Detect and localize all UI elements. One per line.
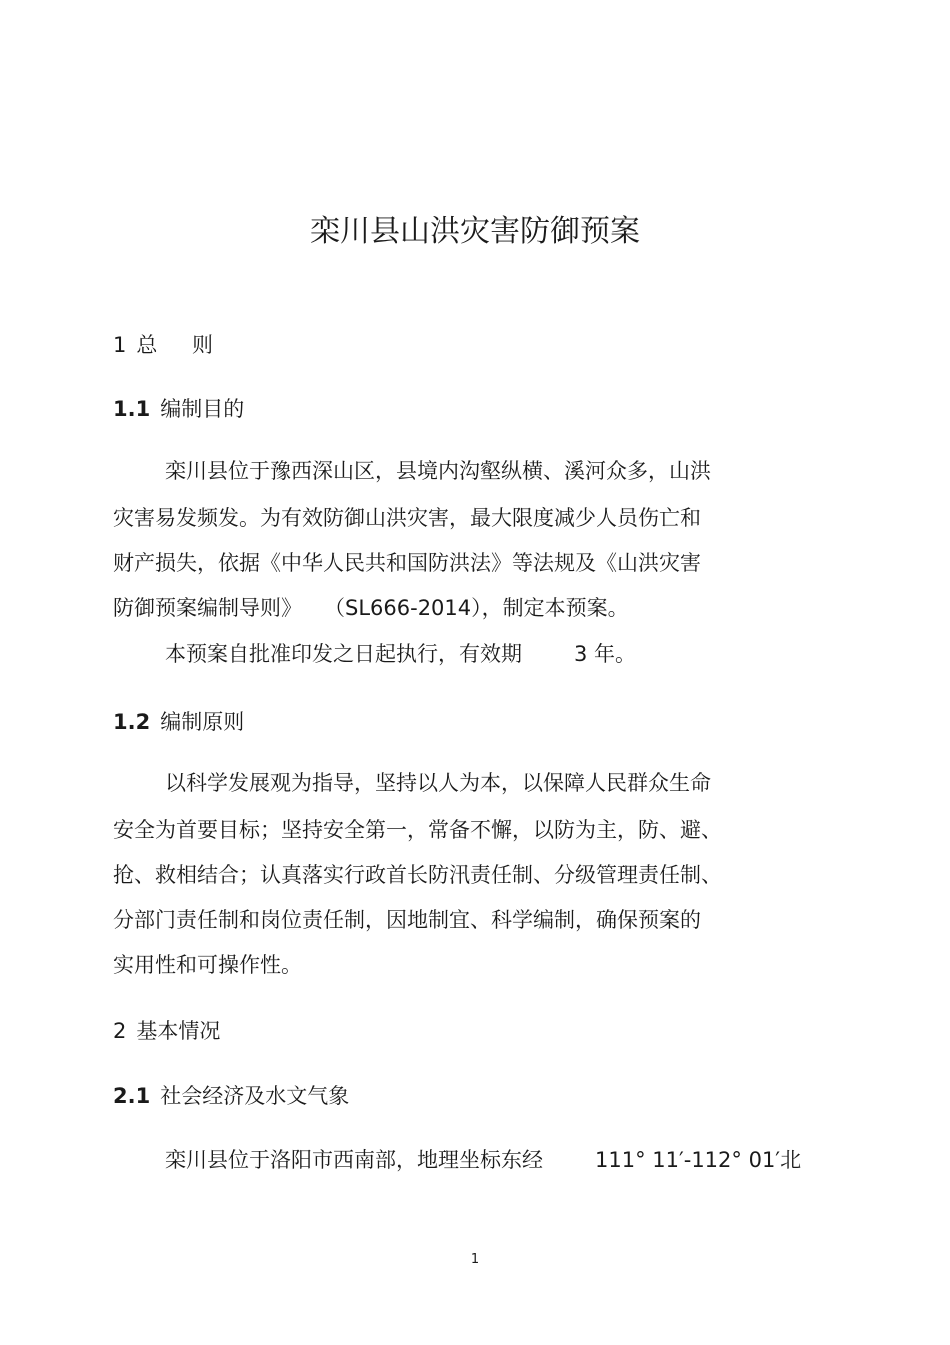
location-text: 栾川县位于洛阳市西南部，地理坐标东经 — [165, 1148, 543, 1172]
section-heading-1-1 — [113, 394, 244, 424]
location-coords: 111° 11′-112° 01′北 — [595, 1148, 802, 1172]
section-number: 1.2 — [113, 710, 151, 734]
section-number: 1 — [113, 333, 127, 357]
document-title: 栾川县山洪灾害防御预案 — [310, 214, 640, 249]
page-number: 1 — [470, 1252, 480, 1267]
purpose-line-2: 灾害易发频发。为有效防御山洪灾害，最大限度减少人员伤亡和 — [113, 506, 701, 530]
section-number: 2 — [113, 1019, 127, 1043]
validity-text: 本预案自批准印发之日起执行，有效期 — [165, 642, 522, 666]
section-title: 总 则 — [136, 333, 228, 357]
validity-line — [165, 639, 636, 669]
section-number: 1.1 — [113, 397, 151, 421]
section-heading-1-2 — [113, 707, 244, 737]
purpose-line-4 — [113, 593, 629, 623]
section-number: 2.1 — [113, 1084, 151, 1108]
purpose-line-3: 财产损失，依据《中华人民共和国防洪法》等法规及《山洪灾害 — [113, 551, 701, 575]
section-title: 编制目的 — [160, 397, 245, 421]
principle-line-3: 抢、救相结合；认真落实行政首长防汛责任制、分级管理责任制、 — [113, 863, 722, 887]
purpose-line-4a: 防御预案编制导则》 — [113, 596, 302, 620]
principle-line-5: 实用性和可操作性。 — [113, 953, 302, 977]
location-line — [165, 1145, 801, 1175]
principle-line-2: 安全为首要目标；坚持安全第一，常备不懈，以防为主，防、避、 — [113, 818, 722, 842]
section-heading-2-1 — [113, 1081, 349, 1111]
principle-line-1: 以科学发展观为指导，坚持以人为本，以保障人民群众生命 — [165, 771, 711, 795]
validity-value: 3 年。 — [574, 642, 637, 666]
section-title: 社会经济及水文气象 — [160, 1084, 350, 1108]
purpose-line-4b: （SL666-2014），制定本预案。 — [324, 596, 629, 620]
section-title: 编制原则 — [160, 710, 245, 734]
section-heading-1 — [113, 330, 227, 360]
section-title: 基本情况 — [136, 1019, 221, 1043]
purpose-line-1: 栾川县位于豫西深山区，县境内沟壑纵横、溪河众多，山洪 — [165, 459, 711, 483]
section-heading-2 — [113, 1016, 220, 1046]
principle-line-4: 分部门责任制和岗位责任制，因地制宜、科学编制，确保预案的 — [113, 908, 701, 932]
